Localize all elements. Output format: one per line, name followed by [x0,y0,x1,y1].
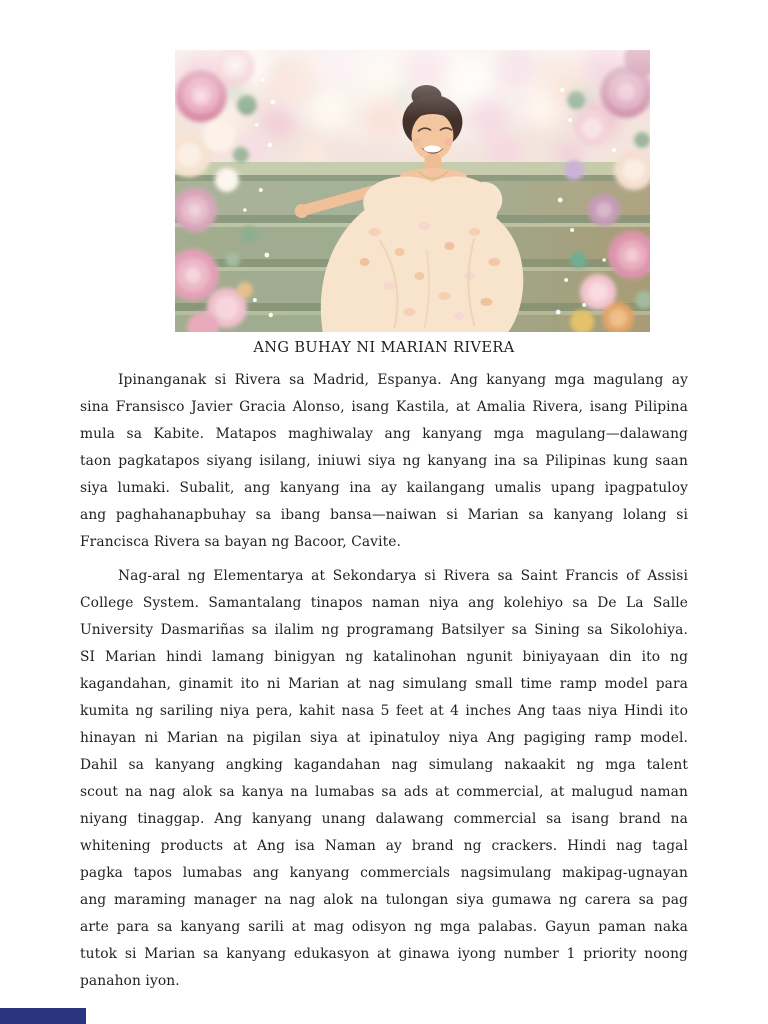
text-line: SI Marian hindi lamang binigyan ng katalinohan ngunit biniyayaan din ito ng [80,649,688,665]
page-title: ANG BUHAY NI MARIAN RIVERA [253,340,515,356]
text-line: mula sa Kabite. Matapos maghiwalay ang kanyang mga magulang—dalawang [80,426,688,442]
text-line: kumita ng sariling niya pera, kahit nasa 5 feet at 4 inches Ang taas niya Hindi ito [80,703,688,719]
text-line: kagandahan, ginamit ito ni Marian at nag simulang small time ramp model para [80,676,688,692]
text-line: siya lumaki. Subalit, ang kanyang ina ay kailangang umalis upang ipagpatuloy [80,480,688,496]
text-line: Dahil sa kanyang angking kagandahan nag simulang nakaakit ng mga talent [80,757,688,773]
paragraph [80,367,688,556]
text-line: arte para sa kanyang sarili at mag odisyon ng mga palabas. Gayun paman naka [80,919,688,935]
footer-bar-fragment[interactable] [0,1008,86,1024]
text-line: Ipinanganak si Rivera sa Madrid, Espanya. Ang kanyang mga magulang ay [118,372,688,388]
text-line: hinayan ni Marian na pigilan siya at ipinatuloy niya Ang pagiging ramp model. [80,730,688,746]
hero-image [175,50,650,332]
text-line: taon pagkatapos siyang isilang, iniuwi siya ng kanyang ina sa Pilipinas kung saan [80,453,688,469]
text-line: niyang tinaggap. Ang kanyang unang dalawang commercial sa isang brand na [80,811,688,827]
text-line: scout na nag alok sa kanya na lumabas sa ads at commercial, at malugud naman [80,784,688,800]
text-line: College System. Samantalang tinapos naman niya ang kolehiyo sa De La Salle [80,595,688,611]
paragraph [80,563,688,995]
text-line: pagka tapos lumabas ang kanyang commercials nagsimulang makipag-ugnayan [80,865,688,881]
text-line: Francisca Rivera sa bayan ng Bacoor, Cavite. [80,534,401,550]
text-line: panahon iyon. [80,973,180,989]
text-line: ang paghahanapbuhay sa ibang bansa—naiwan si Marian sa kanyang lolang si [80,507,688,523]
text-line: sina Fransisco Javier Gracia Alonso, isang Kastila, at Amalia Rivera, isang Pilipina [80,399,688,415]
text-line: ang maraming manager na nag alok na tulongan siya gumawa ng carera sa pag [80,892,688,908]
text-line: Nag-aral ng Elementarya at Sekondarya si Rivera sa Saint Francis of Assisi [118,568,688,584]
text-line: tutok si Marian sa kanyang edukasyon at ginawa iyong number 1 priority noong [80,946,688,962]
text-line: whitening products at Ang isa Naman ay brand ng crackers. Hindi nag tagal [80,838,688,854]
text-line: University Dasmariñas sa ilalim ng programang Batsilyer sa Sining sa Sikolohiya. [80,622,688,638]
article-body [80,367,688,1002]
